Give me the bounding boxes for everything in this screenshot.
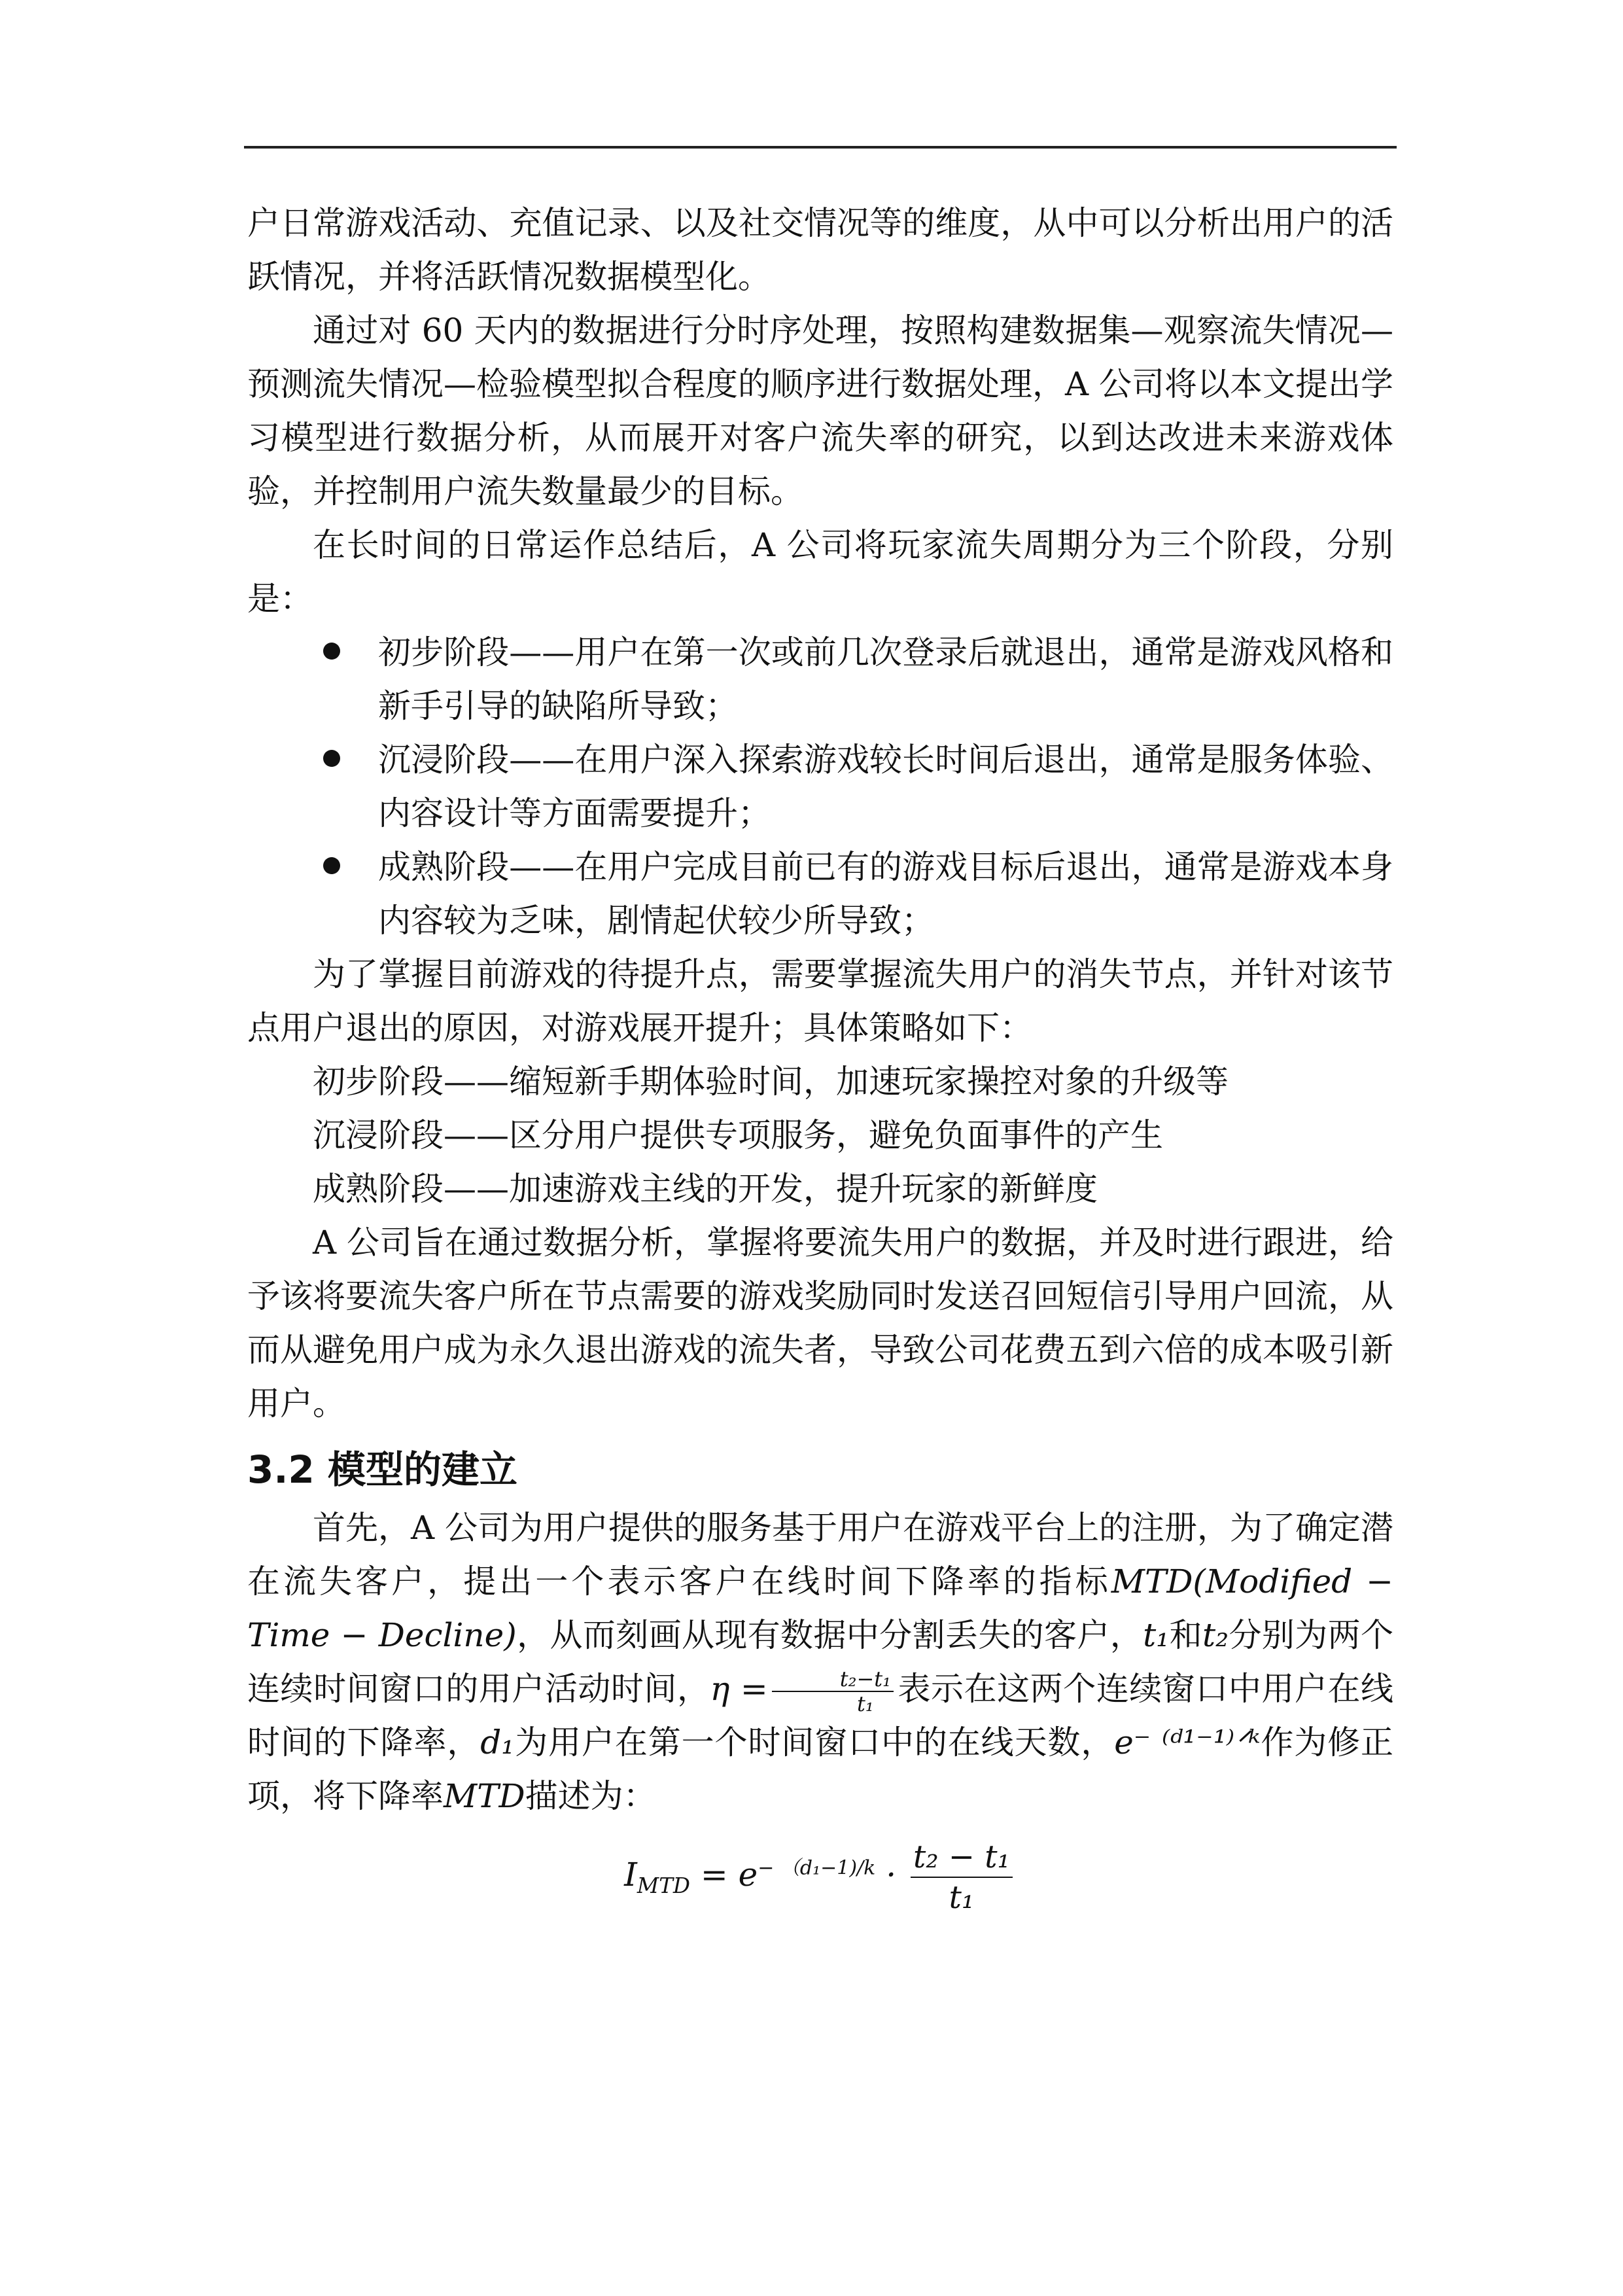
strategy-item: 成熟阶段——加速游戏主线的开发，提升玩家的新鲜度	[313, 1170, 1098, 1208]
formula-mtd: $I_{MTD} = e^{- (d_1-1)/k}$ · $\frac{\text{t₂ − t₁}}{\text{t₁}}$	[247, 1837, 1393, 1917]
paragraph-model: 首先，A 公司为用户提供的服务基于用户在游戏平台上的注册，为了确定潜在流失客户，提出一个表示客户在线时间下降率的指标MTD(Modified − Time − Decline)，从而刻画从现有数据中分割丢失的客户，t₁和t₂分别为两个连续时间窗口的用户活动时间，η = $\frac{\text{t₂−t₁}}{\text{t₁}}$ 表示在这两个连续窗口中用户在线时间的下降率，d₁为用户在第一个时间窗口中的在线天数，e⁻ ⁽ᵈ¹⁻¹⁾ᐟᵏ作为修正项，将下降率MTD描述为：	[247, 1509, 1394, 1815]
paragraph-processing: 通过对 60 天内的数据进行分时序处理，按照构建数据集—观察流失情况—预测流失情况—检验模型拟合程度的顺序进行数据处理，A 公司将以本文提出学习模型进行数据分析，从而展开对客户流失率的研究，以到达改进未来游戏体验，并控制用户流失数量最少的目标。	[247, 311, 1394, 510]
section-heading: 3.2 模型的建立	[247, 1447, 517, 1492]
math-t1: t₁	[1143, 1616, 1170, 1654]
inline-fraction: $\frac{\text{t₂−t₁}}{\text{t₁}}$	[772, 1667, 894, 1716]
bullet-icon	[323, 750, 340, 767]
list-item: 沉浸阶段——在用户深入探索游戏较长时间后退出，通常是服务体验、内容设计等方面需要提升；	[247, 733, 1393, 840]
math-d1: d₁	[480, 1723, 515, 1761]
stage-list	[247, 626, 1393, 947]
math-eta: η =	[710, 1670, 768, 1708]
mtd-definition: MTD(Modified − Time − Decline)	[247, 1563, 1394, 1654]
math-t2: t₂	[1202, 1616, 1229, 1654]
header-rule	[244, 146, 1397, 149]
list-item: 初步阶段——用户在第一次或前几次登录后就退出，通常是游戏风格和新手引导的缺陷所导致；	[247, 626, 1393, 733]
paragraph-strategy-intro: 为了掌握目前游戏的待提升点，需要掌握流失用户的消失节点，并针对该节点用户退出的原因，对游戏展开提升；具体策略如下：	[247, 955, 1393, 1047]
formula-fraction: $\frac{\text{t₂ − t₁}}{\text{t₁}}$	[911, 1837, 1013, 1917]
math-mtd: MTD	[444, 1777, 525, 1815]
paragraph-activity: 户日常游戏活动、充值记录、以及社交情况等的维度，从中可以分析出用户的活跃情况，并将活跃情况数据模型化。	[247, 204, 1393, 296]
paragraph-goal: A 公司旨在通过数据分析，掌握将要流失用户的数据，并及时进行跟进，给予该将要流失客户所在节点需要的游戏奖励同时发送召回短信引导用户回流，从而从避免用户成为永久退出游戏的流失者，导致公司花费五到六倍的成本吸引新用户。	[247, 1224, 1394, 1422]
bullet-icon	[323, 857, 340, 874]
paragraph-churn-stages: 在长时间的日常运作总结后，A 公司将玩家流失周期分为三个阶段，分别是：	[247, 526, 1393, 618]
strategy-item: 初步阶段——缩短新手期体验时间，加速玩家操控对象的升级等	[313, 1063, 1229, 1101]
math-correction: e⁻ ⁽ᵈ¹⁻¹⁾ᐟᵏ	[1114, 1723, 1261, 1761]
page-body	[247, 196, 1393, 1917]
bullet-icon	[323, 643, 340, 660]
list-item: 成熟阶段——在用户完成目前已有的游戏目标后退出，通常是游戏本身内容较为乏味，剧情起伏较少所导致；	[247, 840, 1393, 947]
strategy-item: 沉浸阶段——区分用户提供专项服务，避免负面事件的产生	[313, 1116, 1163, 1154]
